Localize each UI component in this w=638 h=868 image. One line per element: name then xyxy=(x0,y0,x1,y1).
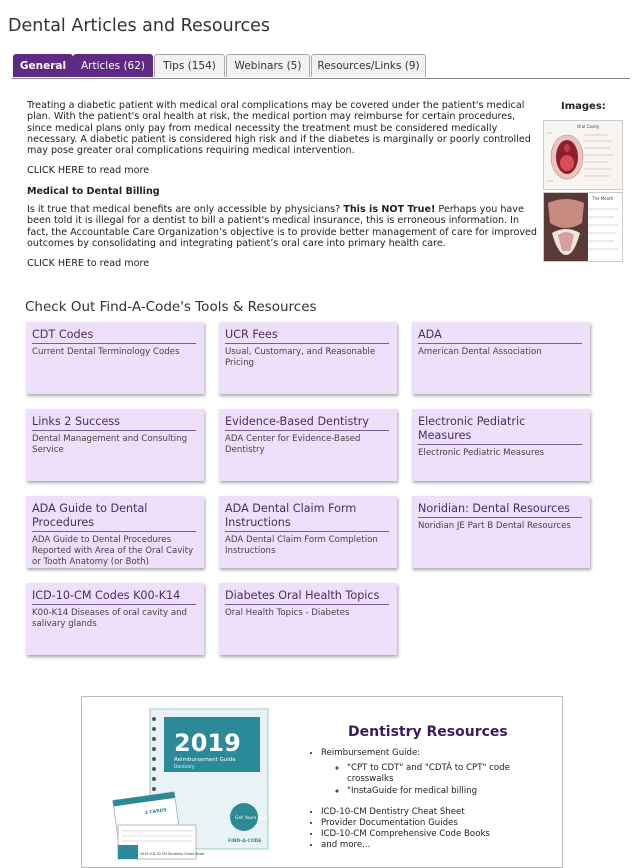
card-description: ADA Center for Evidence-Based Dentistry xyxy=(225,434,361,455)
card-title: Noridian: Dental Resources xyxy=(418,502,582,518)
promo-subitem: ◦ "CPT to CDT" and "CDTÂ to CPT" code crosswalks xyxy=(347,763,551,785)
thumb2-caption: The Mouth xyxy=(592,196,614,201)
promo-item-list xyxy=(307,748,551,852)
tool-card-icd-10-k00-k14[interactable] xyxy=(26,583,204,655)
tooth-anatomy-illustration xyxy=(544,193,622,261)
diabetic-paragraph: Treating a diabetic patient with medical oral complications may be covered under the patient's medical plan. With the patient's oral health at risk, the medical portion may reimburse for certain procedures, since medical plans only pay from medical necessity the treatment must be considered medically necessary. A diabetic patient is considered high risk and if the diabetes is marginally or poorly controlled may pose greater oral complications requiring medical intervention. xyxy=(27,100,531,157)
book-subtitle-2: Dentistry xyxy=(174,765,195,770)
card-title: ADA Guide to Dental Procedures xyxy=(32,502,196,532)
images-label: Images: xyxy=(561,101,606,112)
tab-webinars[interactable]: Webinars (5) xyxy=(226,54,310,77)
card-title: ICD-10-CM Codes K00-K14 xyxy=(32,589,196,605)
billing-text-b: Perhaps you have been told it is illegal for a dentist to bill a patient's medical insurance, this is erroneous information. In fact, the Accountable Care Organization’s objective is to provide better management of care for improved outcomes by consolidating and integrating patient’s oral care into primary health care. xyxy=(27,204,538,249)
card-description: Dental Management and Consulting Service xyxy=(32,434,188,455)
tool-card-electronic-pediatric-measures[interactable] xyxy=(412,409,590,481)
card-description: Usual, Customary, and Reasonable Pricing xyxy=(225,347,376,368)
tool-card-evidence-based-dentistry[interactable] xyxy=(219,409,397,481)
tab-bar xyxy=(12,54,630,79)
promo-item: • ICD-10-CM Dentistry Cheat Sheet xyxy=(321,807,551,818)
general-content xyxy=(27,100,537,279)
product-bundle-image xyxy=(108,705,278,865)
card-title-text: 2019 ICD-10-CM Dentistry Cheat Sheet xyxy=(140,852,205,856)
tab-resources-links[interactable]: Resources/Links (9) xyxy=(311,54,426,77)
tool-card-ucr-fees[interactable] xyxy=(219,322,397,394)
promo-item: • Provider Documentation Guides xyxy=(321,818,551,829)
tool-card-cdt-codes[interactable] xyxy=(26,322,204,394)
card-title: ADA xyxy=(418,328,582,344)
read-more-suffix: to read more xyxy=(83,165,150,177)
tool-card-ada-guide[interactable] xyxy=(26,496,204,568)
tool-card-noridian[interactable] xyxy=(412,496,590,568)
card-title: UCR Fees xyxy=(225,328,389,344)
oral-cavity-illustration xyxy=(544,121,622,189)
tab-tips[interactable]: Tips (154) xyxy=(154,54,225,77)
book-seal: Get Yours Now xyxy=(235,816,268,821)
billing-paragraph xyxy=(27,204,537,249)
card-description: American Dental Association xyxy=(418,347,542,357)
book-brand: FIND-A-CODE xyxy=(228,839,262,844)
card-description: Current Dental Terminology Codes xyxy=(32,347,180,357)
card-description: Oral Health Topics - Diabetes xyxy=(225,608,350,618)
card-title: Electronic Pediatric Measures xyxy=(418,415,582,445)
tooth-anatomy-image[interactable] xyxy=(543,192,623,262)
book-year: 2019 xyxy=(174,729,241,757)
promo-item-text: Reimbursement Guide: xyxy=(321,748,421,758)
card-description: K00-K14 Diseases of oral cavity and salivary glands xyxy=(32,608,187,629)
card-description: Electronic Pediatric Measures xyxy=(418,448,545,458)
card-description: ADA Dental Claim Form Completion Instructions xyxy=(225,535,378,556)
card-title: Evidence-Based Dentistry xyxy=(225,415,389,431)
card-title: Links 2 Success xyxy=(32,415,196,431)
read-more-line xyxy=(27,165,537,176)
promo-item: • and more... xyxy=(321,840,551,851)
promo-title: Dentistry Resources xyxy=(348,724,508,740)
promo-item: • ICD-10-CM Comprehensive Code Books xyxy=(321,829,551,840)
tool-card-ada[interactable] xyxy=(412,322,590,394)
card-title: CDT Codes xyxy=(32,328,196,344)
read-more-link-2[interactable]: CLICK HERE xyxy=(27,258,84,270)
cards-label: 2 CARDS xyxy=(144,808,167,817)
tool-card-ada-claim-form[interactable] xyxy=(219,496,397,568)
read-more-suffix-2: to read more xyxy=(83,258,150,270)
thumb1-caption: Oral Cavity xyxy=(577,124,600,129)
card-description: ADA Guide to Dental Procedures Reported with Area of the Oral Cavity or Tooth Anatomy (or Both) xyxy=(32,535,194,567)
page-title: Dental Articles and Resources xyxy=(8,16,271,36)
tools-section-title: Check Out Find-A-Code's Tools & Resources xyxy=(25,299,317,315)
billing-heading: Medical to Dental Billing xyxy=(27,185,160,197)
card-description: Noridian JE Part B Dental Resources xyxy=(418,521,571,531)
oral-cavity-image[interactable] xyxy=(543,120,623,190)
tab-general[interactable]: General xyxy=(13,54,73,77)
tool-card-diabetes-oral-health[interactable] xyxy=(219,583,397,655)
card-title: ADA Dental Claim Form Instructions xyxy=(225,502,389,532)
promo-item xyxy=(321,748,551,797)
read-more-line-2 xyxy=(27,258,537,269)
card-title: Diabetes Oral Health Topics xyxy=(225,589,389,605)
promo-subitem: ◦ "InstaGuide for medical billing xyxy=(347,786,551,797)
tab-articles[interactable]: Articles (62) xyxy=(73,54,153,77)
tool-card-links-2-success[interactable] xyxy=(26,409,204,481)
promo-sublist xyxy=(321,763,551,797)
billing-text-a: Is it true that medical benefits are only accessible by physicians? xyxy=(27,204,344,216)
book-subtitle: Reimbursement Guide xyxy=(174,757,236,763)
billing-emphasis: This is NOT True! xyxy=(343,204,436,216)
read-more-link[interactable]: CLICK HERE xyxy=(27,165,84,177)
